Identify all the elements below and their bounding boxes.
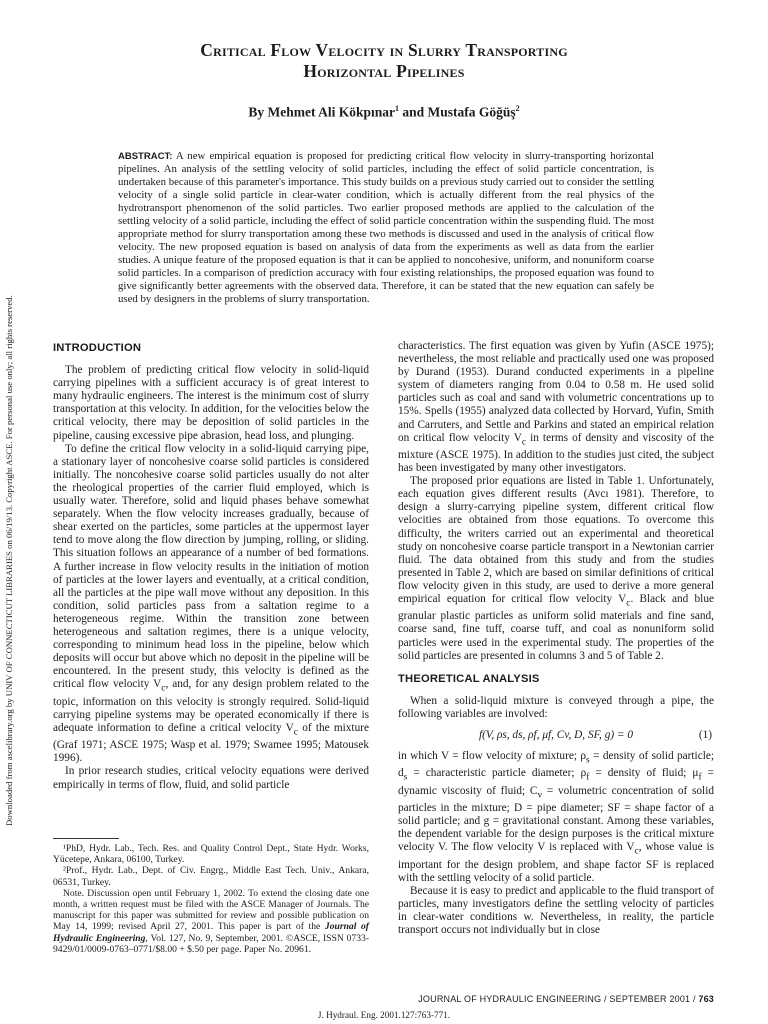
left-column bbox=[53, 340, 369, 792]
footnotes bbox=[53, 843, 369, 955]
right-paragraph-1: characteristics. The first equation was given by Yufin (ASCE 1975); nevertheless, the most reliable and practically used one was proposed by Durand (1953). Durand conducted experiments in a pipeline system of diameters ranging from 0.04 to 0.58 m. He used solid particles such as coal and sand with volumetric concentrations up to 15%. Spells (1955) analyzed data collected by Horvard, Yufin, Smith and Carruters, and Settle and Parkins and stated an empirical relation on critical flow velocity $V_c$ in terms of density and viscosity of the mixture (ASCE 1975). In addition to the studies just cited, the subject has been investigated by many other investigators. bbox=[398, 340, 714, 475]
footnote-1: ¹PhD, Hydr. Lab., Tech. Res. and Quality Control Dept., State Hydr. Works, Yücetepe, Ankara, 06100, Turkey. bbox=[53, 843, 369, 866]
theory-paragraph-1: When a solid-liquid mixture is conveyed through a pipe, the following variables are involved: bbox=[398, 694, 714, 720]
citation: J. Hydraul. Eng. 2001.127:763-771. bbox=[317, 1010, 451, 1020]
abstract: ABSTRACT: A new empirical equation is proposed for predicting critical flow velocity in slurry-transporting horizontal pipelines. An analysis of the settling velocity of solid particles, including the effect of solid particle concentration, is undertaken because of this parameter's importance. This study builds on a previous study carried out to consider the settling velocity of a single solid particle in clear-water condition, which is actually different from the real physics of the hydrotransport phenomenon of the solid particles. Two earlier proposed methods are applied to the calculation of the settling velocity of a solid particle, including the effect of solid particle concentration within the suspending fluid. The most appropriate method for slurry transportation among these two methods is discussed and used in the analysis of critical flow velocity. The new proposed equation is based on analysis of data from the experiments as well as data from the earlier studies. A unique feature of the proposed equation is that it can be applied to noncohesive, uniform, and nonuniform coarse solid particles. In a comparison of prediction accuracy with four existing relationships, the proposed equation was found to give significantly better agreements with the observed data. Therefore, it can be stated that the new equation can safely be used by designers in the problems of slurry transportation. bbox=[118, 150, 654, 305]
footnote-divider bbox=[53, 838, 119, 839]
equation-number: (1) bbox=[698, 729, 712, 742]
equation-1: f(V, ρs, ds, ρf, μf, Cv, D, SF, g) = 0 (1) bbox=[478, 729, 712, 742]
journal-footer: JOURNAL OF HYDRAULIC ENGINEERING / SEPTEMBER 2001 / 763 bbox=[418, 994, 714, 1004]
citation-wrap bbox=[0, 1010, 768, 1024]
intro-paragraph-2: To define the critical flow velocity in a solid-liquid carrying pipe, a stationary layer of noncohesive coarse solid particles is considered initially. The noncohesive coarse solid particles usually do not alter the rheological properties of the carrier fluid employed, which is usually water. Therefore, solid and liquid phases behave somewhat separately. When the flow velocity increases gradually, because of shear exerted on the particles, some particles at the uppermost layer tend to move along the flow direction by jumping, rolling, or sliding. This situation follows an appearance of a number of bed formations. A further increase in flow velocity results in the initiation of motion of particles at the lower layers and eventually, at a critical condition, all the particles at the pipe wall move without any deposition. In this condition, solid particles pass from a saltation regime to a heterogeneous regime. Within the transition zone between heterogeneous and saltation regimes, there is a unique velocity, corresponding to minimum head loss in the pipeline, below which deposits will occur but above which no deposit in the pipeline will be encountered. In the present study, this velocity is defined as the critical flow velocity $V_c$, and, for any design problem related to the topic, information on this velocity is strongly required. Solid-liquid carrying pipeline systems may be operated economically if there is adequate information to define a critical velocity $V_c$ of the mixture (Graf 1971; ASCE 1975; Wasp et al. 1979; Swamee 1995; Matousek 1996). bbox=[53, 442, 369, 765]
footnote-2: ²Prof., Hydr. Lab., Dept. of Civ. Engrg., Middle East Tech. Univ., Ankara, 06531, Turkey. bbox=[53, 865, 369, 888]
intro-paragraph-1: The problem of predicting critical flow velocity in solid-liquid carrying pipelines with a sufficient accuracy is of great interest to many hydraulic engineers. The interest is the minimum cost of slurry transportation at this velocity. In addition, for the velocities below the critical velocity, there may be deposition of solid particles in the pipeline, causing excessive pipe abrasion, head loss, and plunging. bbox=[53, 364, 369, 442]
theory-paragraph-3: Because it is easy to predict and applicable to the fluid transport of particles, many investigators define the settling velocity of particles in clear-water conditions w. Nevertheless, in reality, the particle transport occurs not individually but in close bbox=[398, 884, 714, 937]
right-column bbox=[398, 340, 714, 937]
intro-paragraph-3: In prior research studies, critical velocity equations were derived empirically in terms of flow, fluid, and solid particle bbox=[53, 765, 369, 791]
theory-paragraph-2: in which V = flow velocity of mixture; $\rho_s$ = density of solid particle; $d_s$ = characteristic particle diameter; $\rho_f$ = density of fluid; $\mu_f$ = dynamic viscosity of fluid; $C_v$ = volumetric concentration of solid particles in the mixture; D = pipe diameter; SF = shape factor of a solid particle; and g = gravitational constant. Among these variables, the dependent variable for the design purposes is the critical mixture velocity V. The flow velocity V is replaced with $V_c$, whose value is important for the design problem, and shape factor SF is replaced with the settling velocity of a solid particle. bbox=[398, 750, 715, 884]
right-paragraph-2: The proposed prior equations are listed in Table 1. Unfortunately, each equation gives different results (Avcı 1981). Therefore, to design a slurry-carrying pipeline system, different critical flow velocities are obtained from those equations. To overcome this difficulty, the writers carried out an experimental and theoretical study on noncohesive coarse particle transport in a Newtonian carrier fluid. The data obtained from this study and from the studies presented in Table 2, which are based on similar definitions of critical flow velocity given in this study, are used to derive a more general empirical equation for critical flow velocity $V_c$. Black and blue granular plastic particles as uniform solid materials and fine sand, coarse sand, fine tuff, coarse tuff, and coal as nonuniform solid particles were used in the experimental study. The properties of the solid particles are presented in columns 3 and 5 of Table 2. bbox=[398, 475, 714, 662]
abstract-label: ABSTRACT: bbox=[118, 151, 173, 162]
paper-title: Critical Flow Velocity in Slurry Transporting Horizontal Pipelines bbox=[200, 40, 568, 81]
page-number: 763 bbox=[698, 994, 714, 1004]
footnote-note: Note. Discussion open until February 1, 2002. To extend the closing date one month, a written request must be filed with the ASCE Manager of Journals. The manuscript for this paper was submitted for review and possible publication on May 14, 1999; revised April 27, 2001. This paper is part of the Journal of Hydraulic Engineering, Vol. 127, No. 9, September, 2001. ©ASCE, ISSN 0733-9429/01/0009-0763–0771/$8.00 + $.50 per page. Paper No. 20961. bbox=[53, 887, 370, 955]
heading-theoretical-analysis: THEORETICAL ANALYSIS bbox=[398, 672, 540, 685]
author-line: By Mehmet Ali Kökpınar$^1$ and Mustafa Göğüş$^2$ bbox=[248, 104, 520, 120]
heading-introduction: INTRODUCTION bbox=[53, 342, 142, 354]
download-watermark: Downloaded from ascelibrary.org by UNIV OF CONNECTICUT LIBRARIES on 06/19/13. Copyright ASCE. For personal use only; all rights reserved. bbox=[4, 295, 14, 826]
